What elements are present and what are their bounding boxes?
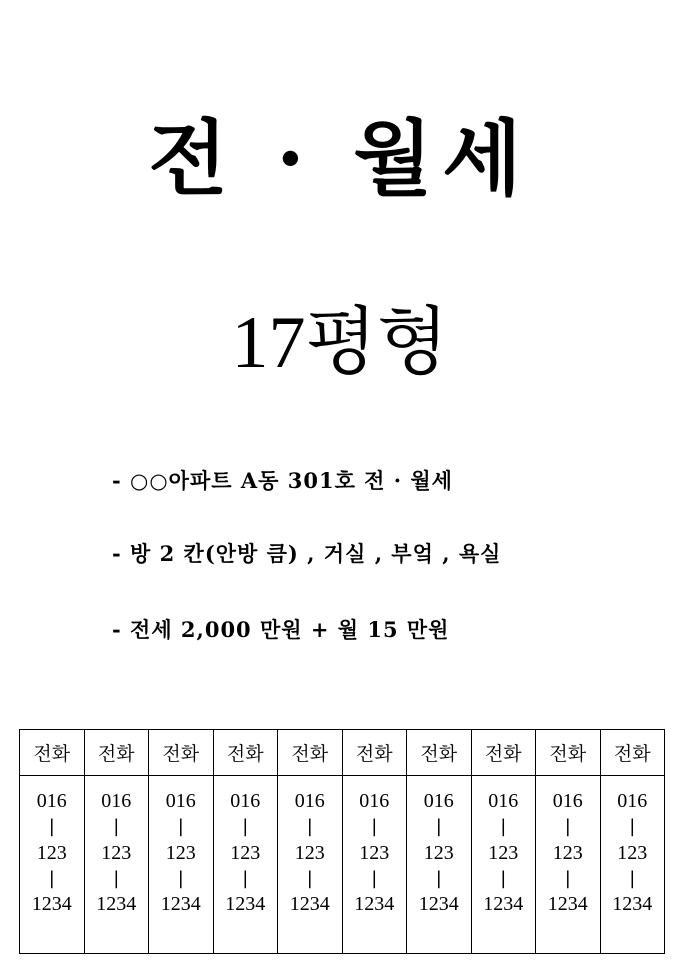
phone-part-1: 016 [488, 790, 519, 812]
phone-separator: | [177, 816, 184, 838]
tear-tab-number[interactable] [213, 776, 278, 954]
tear-tab-label: 전화 [536, 730, 601, 776]
size-subtitle: 17평형 [231, 302, 449, 384]
phone-part-2: 123 [423, 841, 454, 864]
page-title: 전 · 월세 [148, 111, 532, 207]
phone-part-1: 016 [101, 790, 132, 812]
phone-part-3: 1234 [547, 893, 588, 916]
tear-tab-label: 전화 [407, 730, 472, 776]
phone-part-2: 123 [101, 841, 132, 864]
tear-tab-number[interactable] [407, 776, 472, 954]
phone-part-2: 123 [488, 841, 519, 864]
tear-tab-number[interactable] [84, 776, 149, 954]
phone-separator: | [435, 816, 442, 838]
phone-part-1: 016 [359, 790, 390, 812]
phone-tear-tabs [19, 729, 665, 954]
phone-separator: | [500, 816, 507, 838]
phone-part-3: 1234 [225, 893, 266, 916]
tear-tab-number[interactable] [471, 776, 536, 954]
phone-separator: | [371, 816, 378, 838]
tear-tab-number[interactable] [600, 776, 665, 954]
phone-separator: | [629, 816, 636, 838]
tear-tab-label: 전화 [20, 730, 85, 776]
phone-separator: | [177, 867, 184, 889]
phone-part-3: 1234 [612, 893, 653, 916]
tear-tab-label: 전화 [149, 730, 214, 776]
phone-separator: | [435, 867, 442, 889]
phone-separator: | [371, 867, 378, 889]
phone-separator: | [564, 867, 571, 889]
phone-part-2: 123 [617, 841, 648, 864]
phone-part-1: 016 [294, 790, 325, 812]
tear-tab-number[interactable] [149, 776, 214, 954]
detail-location: - ○○아파트 A동 301호 전 · 월세 [112, 468, 453, 493]
tear-tab-number[interactable] [342, 776, 407, 954]
tear-tab-label: 전화 [342, 730, 407, 776]
tear-tab-number[interactable] [536, 776, 601, 954]
phone-part-3: 1234 [160, 893, 201, 916]
phone-separator: | [306, 816, 313, 838]
tear-tab-number-row [20, 776, 665, 954]
phone-part-1: 016 [36, 790, 67, 812]
phone-part-2: 123 [36, 841, 67, 864]
phone-part-2: 123 [294, 841, 325, 864]
phone-part-1: 016 [617, 790, 648, 812]
phone-separator: | [629, 867, 636, 889]
phone-part-1: 016 [552, 790, 583, 812]
phone-part-2: 123 [230, 841, 261, 864]
phone-separator: | [48, 816, 55, 838]
phone-part-3: 1234 [418, 893, 459, 916]
phone-part-2: 123 [552, 841, 583, 864]
phone-part-3: 1234 [483, 893, 524, 916]
phone-part-3: 1234 [96, 893, 137, 916]
detail-rooms: - 방 2 칸(안방 큼) , 거실 , 부엌 , 욕실 [112, 541, 502, 566]
phone-separator: | [306, 867, 313, 889]
phone-part-3: 1234 [31, 893, 72, 916]
phone-separator: | [48, 867, 55, 889]
tear-tab-number[interactable] [278, 776, 343, 954]
phone-part-1: 016 [230, 790, 261, 812]
phone-part-1: 016 [423, 790, 454, 812]
tear-tab-label: 전화 [600, 730, 665, 776]
tear-tab-number[interactable] [20, 776, 85, 954]
phone-part-1: 016 [165, 790, 196, 812]
tear-tab-label: 전화 [84, 730, 149, 776]
phone-part-3: 1234 [289, 893, 330, 916]
phone-part-2: 123 [359, 841, 390, 864]
tear-tab-label: 전화 [278, 730, 343, 776]
tear-tab-label-row [20, 730, 665, 776]
phone-separator: | [113, 816, 120, 838]
tear-tab-label: 전화 [213, 730, 278, 776]
phone-part-3: 1234 [354, 893, 395, 916]
phone-separator: | [113, 867, 120, 889]
phone-separator: | [242, 816, 249, 838]
phone-separator: | [242, 867, 249, 889]
phone-part-2: 123 [165, 841, 196, 864]
phone-separator: | [564, 816, 571, 838]
detail-price: - 전세 2,000 만원 + 월 15 만원 [112, 617, 450, 642]
tear-tab-label: 전화 [471, 730, 536, 776]
phone-separator: | [500, 867, 507, 889]
